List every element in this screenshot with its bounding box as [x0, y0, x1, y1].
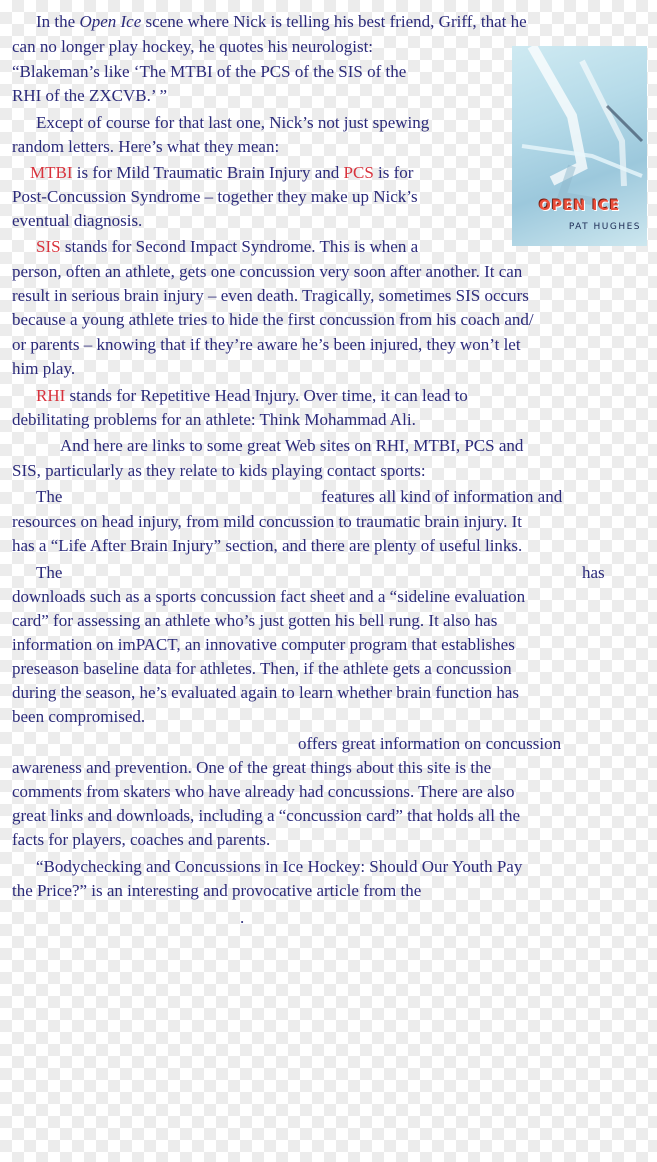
paragraph-line [36, 10, 527, 34]
paragraph-line: “Bodychecking and Concussions in Ice Hockey: Should Our Youth Pay [36, 857, 523, 876]
paragraph-line: Except of course for that last one, Nick’s not just spewing [36, 113, 430, 132]
paragraph-line [36, 235, 418, 259]
paragraph-line: card” for assessing an athlete who’s just gotten his bell rung. It also has [12, 611, 498, 630]
text-span: is for [373, 163, 414, 182]
book-cover-image [512, 46, 647, 246]
paragraph-line: the Price?” is an interesting and provocative article from the [12, 881, 422, 900]
paragraph-line: facts for players, coaches and parents. [12, 830, 271, 849]
paragraph-line: The [36, 487, 63, 506]
paragraph-line: or parents – knowing that if they’re aware he’s been injured, they won’t let [12, 335, 521, 354]
text-span: stands for Repetitive Head Injury. Over time, it can lead to [65, 386, 468, 405]
paragraph-line: comments from skaters who have already had concussions. There are also [12, 782, 515, 801]
book-cover-title: OPEN ICE [538, 198, 621, 214]
paragraph-line: can no longer play hockey, he quotes his neurologist: [12, 37, 374, 56]
trailing-period: . [240, 908, 245, 927]
paragraph-line: SIS, particularly as they relate to kids playing contact sports: [12, 461, 426, 480]
paragraph-line: Post-Concussion Syndrome – together they make up Nick’s [12, 187, 418, 206]
paragraph-line: has [582, 563, 605, 582]
paragraph-line: The [36, 563, 63, 582]
paragraph-line: him play. [12, 359, 76, 378]
text-span: is for Mild Traumatic Brain Injury and [72, 163, 344, 182]
paragraph-line: has a “Life After Brain Injury” section, and there are plenty of useful links. [12, 536, 523, 555]
quote-line: RHI of the ZXCVB.’ ” [12, 86, 168, 105]
text-span: In the [36, 12, 80, 31]
paragraph-line: downloads such as a sports concussion fact sheet and a “sideline evaluation [12, 587, 526, 606]
paragraph-line: person, often an athlete, gets one concussion very soon after another. It can [12, 262, 523, 281]
paragraph-line: been compromised. [12, 707, 146, 726]
paragraph-line: features all kind of information and [321, 487, 563, 506]
paragraph-line: preseason baseline data for athletes. Then, if the athlete gets a concussion [12, 659, 512, 678]
paragraph-line: random letters. Here’s what they mean: [12, 137, 280, 156]
text-span: stands for Second Impact Syndrome. This is when a [60, 237, 419, 256]
term-rhi: RHI [36, 386, 66, 405]
paragraph-line: great links and downloads, including a “concussion card” that holds all the [12, 806, 520, 825]
paragraph-line: during the season, he’s evaluated again to learn whether brain function has [12, 683, 519, 702]
book-title-italic: Open Ice [79, 12, 142, 31]
paragraph-line: offers great information on concussion [298, 734, 562, 753]
term-pcs: PCS [343, 163, 374, 182]
hockey-stick-illustration [512, 46, 647, 246]
paragraph-line: result in serious brain injury – even death. Tragically, sometimes SIS occurs [12, 286, 529, 305]
paragraph-line [36, 384, 468, 408]
term-sis: SIS [36, 237, 61, 256]
paragraph-line: information on imPACT, an innovative computer program that establishes [12, 635, 515, 654]
term-mtbi: MTBI [30, 163, 73, 182]
paragraph-line: debilitating problems for an athlete: Think Mohammad Ali. [12, 410, 416, 429]
quote-line: “Blakeman’s like ‘The MTBI of the PCS of the SIS of the [12, 62, 407, 81]
paragraph-line: And here are links to some great Web sites on RHI, MTBI, PCS and [60, 436, 524, 455]
paragraph-line [30, 161, 413, 185]
paragraph-line: because a young athlete tries to hide the first concussion from his coach and/ [12, 310, 534, 329]
paragraph-line: eventual diagnosis. [12, 211, 143, 230]
book-cover-author: PAT HUGHES [568, 222, 641, 232]
paragraph-line: resources on head injury, from mild concussion to traumatic brain injury. It [12, 512, 523, 531]
paragraph-line: awareness and prevention. One of the great things about this site is the [12, 758, 492, 777]
text-span: scene where Nick is telling his best friend, Griff, that he [141, 12, 527, 31]
